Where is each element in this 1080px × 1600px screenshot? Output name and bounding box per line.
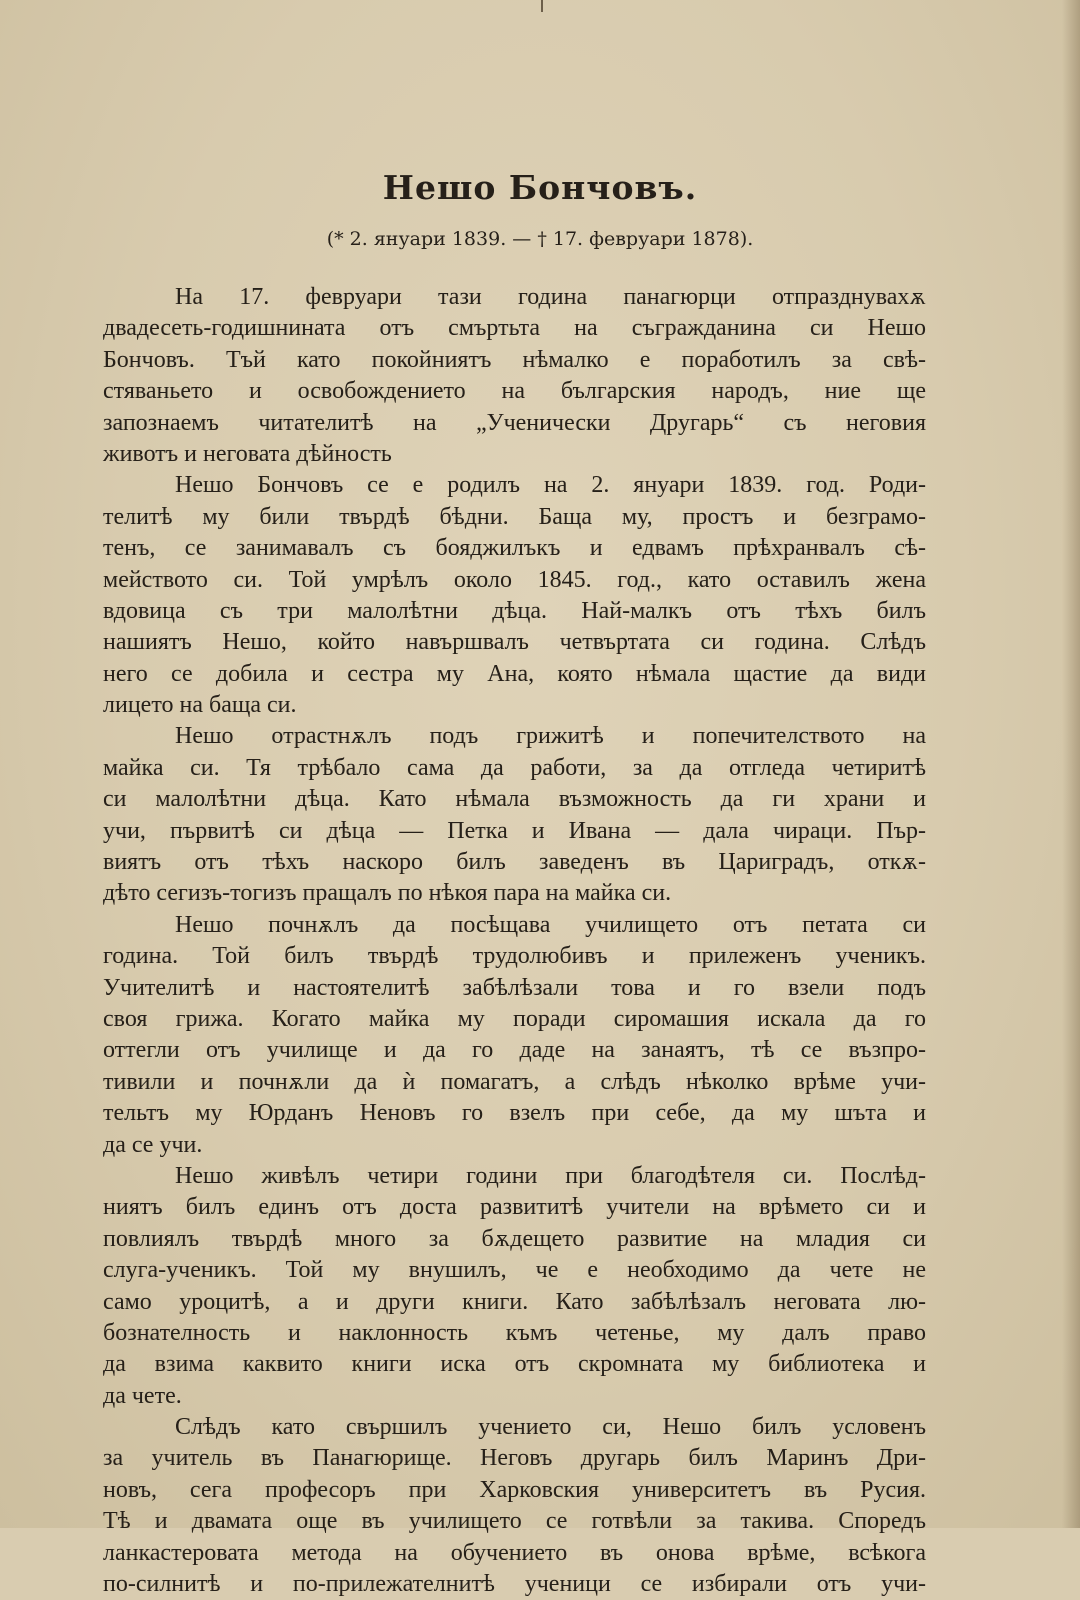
text-line: Учителитѣ и настоятелитѣ забѣлѣзали това и го взели подъ	[103, 974, 926, 1001]
text-line: тенъ, се занимавалъ съ бояджилъкъ и едвамъ прѣхранвалъ сѣ-	[103, 535, 926, 562]
text-line: дѣто сегизъ-тогизъ пращалъ по нѣкоя пара на майка си.	[103, 880, 672, 907]
text-line: лицето на баща си.	[103, 692, 297, 719]
text-line: двадесеть-годишнината отъ смъртьта на съгражданина си Нешо	[103, 315, 926, 342]
text-line: бознателность и наклонность къмъ четенье, му далъ право	[103, 1319, 926, 1346]
text-line: запознаемъ читателитѣ на „Ученически Другарь“ съ неговия	[103, 409, 926, 436]
text-line: нашиятъ Нешо, който навършвалъ четвъртата си година. Слѣдъ	[103, 629, 926, 656]
text-line: него се добила и сестра му Ана, която нѣмала щастие да види	[103, 660, 926, 687]
text-line: година. Той билъ твърдѣ трудолюбивъ и прилеженъ ученикъ.	[103, 943, 926, 970]
text-line: своя грижа. Когато майка му поради сиромашия искала да го	[103, 1005, 926, 1032]
text-line: На 17. февруари тази година панагюрци отпразднувахѫ	[175, 284, 926, 310]
text-line: Нешо почнѫлъ да посѣщава училището отъ петата си	[175, 911, 926, 938]
text-line: животъ и неговата дѣйность	[103, 440, 392, 467]
page-crease-mark	[541, 0, 543, 12]
text-line: вдовица съ три малолѣтни дѣца. Най-малкъ отъ тѣхъ билъ	[103, 597, 926, 624]
text-line: Слѣдъ като свършилъ учението си, Нешо билъ условенъ	[175, 1414, 926, 1441]
text-line: да се учи.	[103, 1131, 203, 1158]
text-line: слуга-ученикъ. Той му внушилъ, че е необходимо да чете не	[103, 1257, 926, 1284]
text-line: Нешо живѣлъ четири години при благодѣтеля си. Послѣд-	[175, 1162, 926, 1189]
text-line: майка си. Тя трѣбало сама да работи, за да отгледа четиритѣ	[103, 754, 926, 781]
text-line: тельтъ му Юрданъ Неновъ го взелъ при себе, да му шъта и	[103, 1100, 926, 1127]
text-line: повлиялъ твърдѣ много за бѫдещето развитие на младия си	[103, 1225, 926, 1252]
article-body	[103, 282, 926, 1600]
text-line: телитѣ му били твърдѣ бѣдни. Баща му, простъ и безграмо-	[103, 503, 926, 530]
text-line: новъ, сега професоръ при Харковския университетъ въ Русия.	[103, 1476, 926, 1503]
text-line: Нешо Бончовъ се е родилъ на 2. януари 1839. год. Роди-	[175, 472, 926, 499]
text-line: стяваньето и освобождението на българския народъ, ние ще	[103, 378, 926, 405]
text-line: си малолѣтни дѣца. Като нѣмала възможность да ги храни и	[103, 786, 926, 813]
text-line: ланкастеровата метода на обучението въ онова врѣме, всѣкога	[103, 1539, 926, 1566]
text-line: тивили и почнѫли да ѝ помагатъ, а слѣдъ нѣколко врѣме учи-	[103, 1068, 926, 1095]
text-line: само уроцитѣ, а и други книги. Като забѣлѣзалъ неговата лю-	[103, 1288, 926, 1315]
text-line: да чете.	[103, 1382, 182, 1409]
text-line: Нешо отрастнѫлъ подъ грижитѣ и попечителството на	[175, 723, 926, 750]
text-line: оттегли отъ училище и да го даде на занаятъ, тѣ се възпро-	[103, 1037, 926, 1064]
article-subtitle-dates: (* 2. януари 1839. — † 17. февруари 1878).	[326, 228, 754, 250]
text-line: по-силнитѣ и по-прилежателнитѣ ученици се избирали отъ учи-	[103, 1571, 926, 1598]
text-line: виятъ отъ тѣхъ наскоро билъ заведенъ въ Цариградъ, откѫ-	[103, 849, 926, 876]
text-line: Бончовъ. Тъй като покойниятъ нѣмалко е поработилъ за свѣ-	[103, 346, 926, 373]
text-line: за учитель въ Панагюрище. Неговъ другарь билъ Маринъ Дри-	[103, 1445, 926, 1472]
text-line: ниятъ билъ единъ отъ доста развититѣ учители на врѣмето си и	[103, 1194, 926, 1221]
article-title: Нешо Бончовъ.	[382, 168, 698, 207]
text-line: да взима каквито книги иска отъ скромната му библиотека и	[103, 1351, 926, 1378]
text-line: Тѣ и двамата още въ училището се готвѣли за такива. Споредъ	[103, 1508, 926, 1535]
text-line: учи, първитѣ си дѣца — Петка и Ивана — дала чираци. Пър-	[103, 817, 926, 844]
text-line: мейството си. Той умрѣлъ около 1845. год., като оставилъ жена	[103, 566, 926, 593]
